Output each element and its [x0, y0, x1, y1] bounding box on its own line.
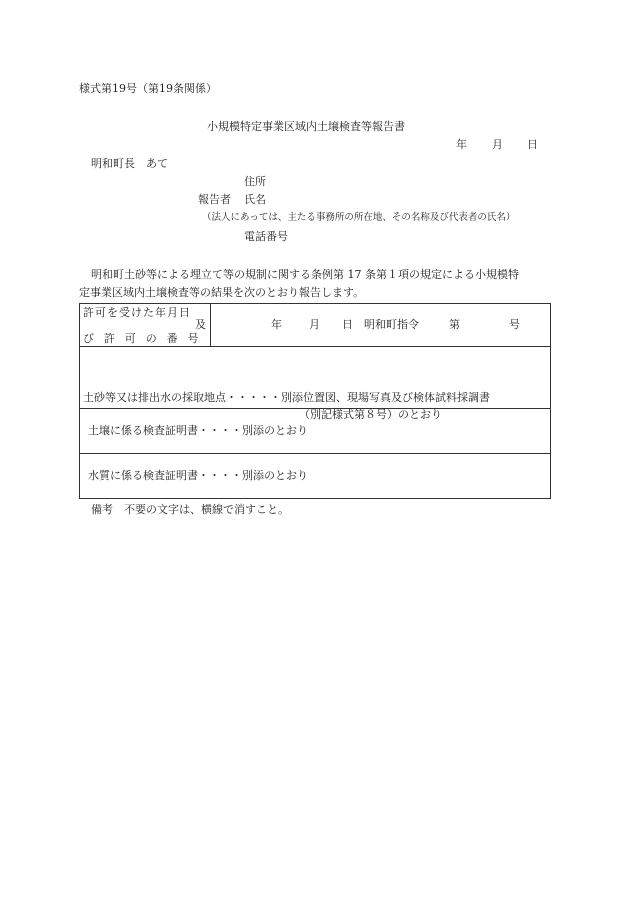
date-year: 年 [456, 138, 467, 151]
water-cell [80, 454, 551, 499]
phone-label: 電話番号 [244, 230, 288, 243]
date-day: 日 [527, 138, 538, 151]
corporation-note: （法人にあっては、主たる事務所の所在地、その名称及び代表者の氏名） [202, 212, 516, 223]
permit-month: 月 [309, 318, 320, 331]
permit-year: 年 [271, 318, 282, 331]
document-title: 小規模特定事業区域内土壌検査等報告書 [207, 120, 405, 133]
sampling-line1: 土砂等又は排出水の採取地点・・・・・別添位置図、現場写真及び検体試料採調書 [83, 390, 490, 404]
permit-authority: 明和町指令 [364, 318, 419, 331]
permit-day: 日 [342, 318, 353, 331]
permit-label-line1: 許可を受けた年月日 [83, 306, 191, 319]
water-row [80, 454, 551, 499]
water-certificate: 水質に係る検査証明書・・・・別添のとおり [88, 469, 308, 482]
sampling-row [80, 347, 551, 409]
body-text-line2: 定事業区域内土壌検査等の結果を次のとおり報告します。 [79, 286, 365, 299]
addressee: 明和町長 あて [91, 157, 168, 170]
permit-label-line3: び 許 可 の 番 号 [83, 332, 202, 345]
permit-value-cell [211, 304, 551, 347]
sampling-line2: （別記様式第８号）のとおり [299, 407, 442, 421]
report-table [79, 303, 551, 499]
sampling-cell [80, 347, 551, 421]
remarks: 備考 不要の文字は、横線で消すこと。 [91, 503, 289, 516]
soil-certificate: 土壌に係る検査証明書・・・・別添のとおり [88, 424, 308, 437]
permit-number-suffix: 号 [509, 318, 520, 331]
permit-label-line2: 及 [195, 318, 206, 331]
name-label: 氏名 [244, 193, 266, 206]
address-label: 住所 [244, 175, 266, 188]
body-text-line1: 明和町土砂等による埋立て等の規制に関する条例第 17 条第１項の規定による小規模特 [91, 268, 519, 281]
permit-label-cell [80, 304, 211, 347]
date-month: 月 [492, 138, 503, 151]
permit-number-prefix: 第 [449, 318, 460, 331]
reporter-label: 報告者 [198, 193, 231, 206]
permit-row [80, 304, 551, 347]
form-number: 様式第19号（第19条関係） [79, 82, 217, 95]
